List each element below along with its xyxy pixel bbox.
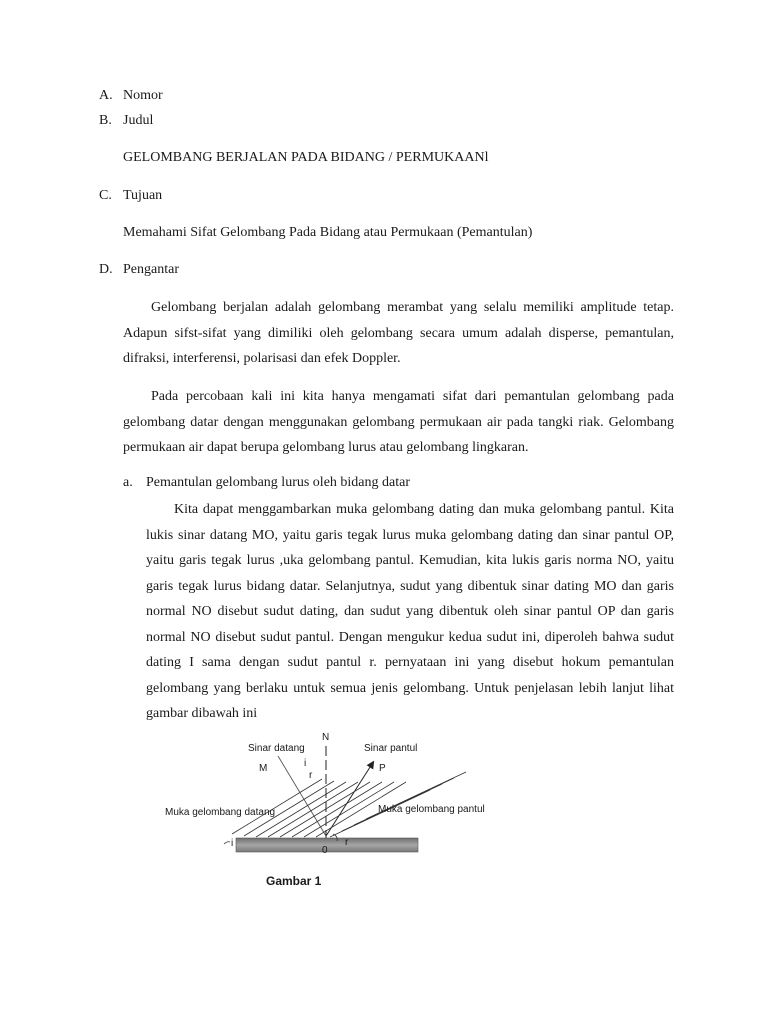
subsection-marker-a: a. (123, 475, 133, 490)
label-i-top: i (304, 758, 307, 769)
label-n: N (322, 732, 330, 743)
list-marker-a: A. (99, 88, 113, 103)
tujuan-text: Memahami Sifat Gelombang Pada Bidang atau Permukaan (Pemantulan) (123, 225, 533, 240)
list-item-tujuan: Tujuan (123, 188, 163, 203)
label-r-top: r (309, 770, 313, 781)
label-o: 0 (322, 845, 328, 856)
label-i-bottom: i (231, 838, 234, 849)
list-item-nomor: Nomor (123, 88, 163, 103)
list-item-judul: Judul (123, 113, 154, 128)
label-r-bottom: r (345, 837, 349, 848)
pengantar-paragraph-1: Gelombang berjalan adalah gelombang merambat yang selalu memiliki amplitude tetap. Adapun sifst-sifat yang dimiliki oleh gelombang secara umum adalah disperse, pemantulan, difraksi, interferensi, polarisasi dan efek Doppler. (123, 300, 674, 366)
label-muka-gelombang-pantul: Muka gelombang pantul (378, 804, 485, 815)
label-muka-gelombang-datang: Muka gelombang datang (165, 807, 276, 818)
label-sinar-datang: Sinar datang (248, 743, 305, 754)
subsection-body: Kita dapat menggambarkan muka gelombang dating dan muka gelombang pantul. Kita lukis sinar datang MO, yaitu garis tegak lurus muka gelombang dating dan sinar pantul OP, yaitu garis tegak lurus ,uka gelombang pantul. Kemudian, kita lukis garis norma NO, yaitu garis tegak lurus bidang datar. Selanjutnya, sudut yang dibentuk sinar dating MO dan garis normal NO disebut sudut dating, dan sudut yang dibentuk oleh sinar pantul OP dan garis normal NO disebut sudut pantul. Dengan mengukur kedua sudut ini, diperoleh bahwa sudut dating I sama dengan sudut pantul r. pernyataan ini yang disebut hokum pemantulan gelombang yang berlaku untuk semua jenis gelombang. Untuk penjelasan lebih lanjut lihat gambar dibawah ini (146, 502, 674, 721)
list-marker-d: D. (99, 262, 113, 277)
label-sinar-pantul: Sinar pantul (364, 743, 418, 754)
judul-text: GELOMBANG BERJALAN PADA BIDANG / PERMUKAANl (123, 150, 489, 165)
pengantar-paragraph-2: Pada percobaan kali ini kita hanya mengamati sifat dari pemantulan gelombang pada gelombang datar dengan menggunakan gelombang permukaan air pada tangki riak. Gelombang permukaan air dapat berupa gelombang lurus atau gelombang lingkaran. (123, 389, 674, 455)
list-marker-b: B. (99, 113, 112, 128)
list-item-pengantar: Pengantar (123, 262, 179, 277)
label-m: M (259, 763, 268, 774)
figure-caption: Gambar 1 (266, 874, 322, 888)
list-marker-c: C. (99, 188, 112, 203)
angle-arc-i (224, 842, 230, 844)
subsection-title: Pemantulan gelombang lurus oleh bidang datar (146, 475, 410, 490)
label-p: P (379, 763, 386, 774)
